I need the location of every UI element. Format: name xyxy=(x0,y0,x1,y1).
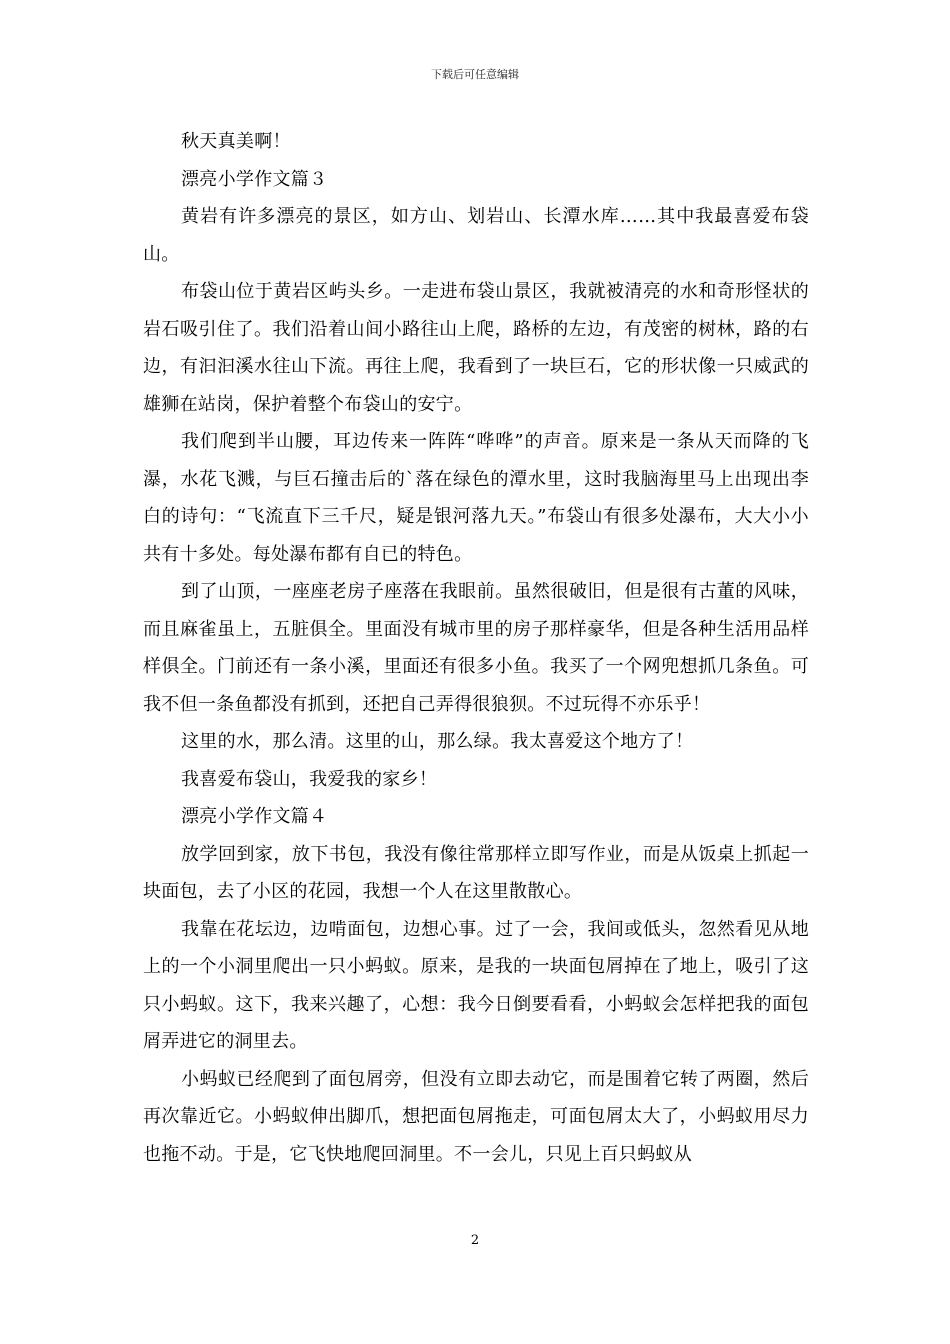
paragraph: 到了山顶，一座座老房子座落在我眼前。虽然很破旧，但是很有古董的风味，而且麻雀虽上，五脏俱全。里面没有城市里的房子那样豪华，但是各种生活用品样样俱全。门前还有一条小溪，里面还有很多小鱼。我买了一个网兜想抓几条鱼。可我不但一条鱼都没有抓到，还把自己弄得很狼狈。不过玩得不亦乐乎！ xyxy=(143,581,809,715)
page-header-note: 下载后可任意编辑 xyxy=(431,68,519,81)
paragraph: 放学回到家，放下书包，我没有像往常那样立即写作业，而是从饭桌上抓起一块面包，去了小区的花园，我想一个人在这里散散心。 xyxy=(143,843,809,902)
paragraph: 我靠在花坛边，边啃面包，边想心事。过了一会，我间或低头，忽然看见从地上的一个小洞里爬出一只小蚂蚁。原来，是我的一块面包屑掉在了地上，吸引了这只小蚂蚁。这下，我来兴趣了，心想：我今日倒要看看，小蚂蚁会怎样把我的面包屑弄进它的洞里去。 xyxy=(143,918,809,1052)
section-heading: 漂亮小学作文篇４ xyxy=(181,806,328,827)
paragraph: 这里的水，那么清。这里的山，那么绿。我太喜爱这个地方了！ xyxy=(181,731,694,752)
paragraph: 我们爬到半山腰，耳边传来一阵阵“哗哗”的声音。原来是一条从天而降的飞瀑，水花飞溅，与巨石撞击后的`落在绿色的潭水里，这时我脑海里马上出现出李白的诗句：“飞流直下三千尺，疑是银河落九天。”布袋山有很多处瀑布，大大小小共有十多处。每处瀑布都有自已的特色。 xyxy=(143,431,809,565)
page-number: 2 xyxy=(470,1233,480,1248)
paragraph: 秋天真美啊！ xyxy=(181,131,291,152)
paragraph: 布袋山位于黄岩区屿头乡。一走进布袋山景区，我就被清亮的水和奇形怪状的岩石吸引住了。我们沿着山间小路往山上爬，路桥的左边，有茂密的树林，路的右边，有汩汩溪水往山下流。再往上爬，我看到了一块巨石，它的形状像一只威武的雄狮在站岗，保护着整个布袋山的安宁。 xyxy=(143,281,809,415)
paragraph: 我喜爱布袋山，我爱我的家乡！ xyxy=(181,768,438,790)
paragraph: 黄岩有许多漂亮的景区，如方山、划岩山、长潭水库……其中我最喜爱布袋山。 xyxy=(143,206,809,265)
section-heading: 漂亮小学作文篇３ xyxy=(181,168,328,190)
paragraph: 小蚂蚁已经爬到了面包屑旁，但没有立即去动它，而是围着它转了两圈，然后再次靠近它。小蚂蚁伸出脚爪，想把面包屑拖走，可面包屑太大了，小蚂蚁用尽力也拖不动。于是，它飞快地爬回洞里。不一会儿，只见上百只蚂蚁从 xyxy=(143,1068,809,1165)
document-body xyxy=(143,123,809,1173)
